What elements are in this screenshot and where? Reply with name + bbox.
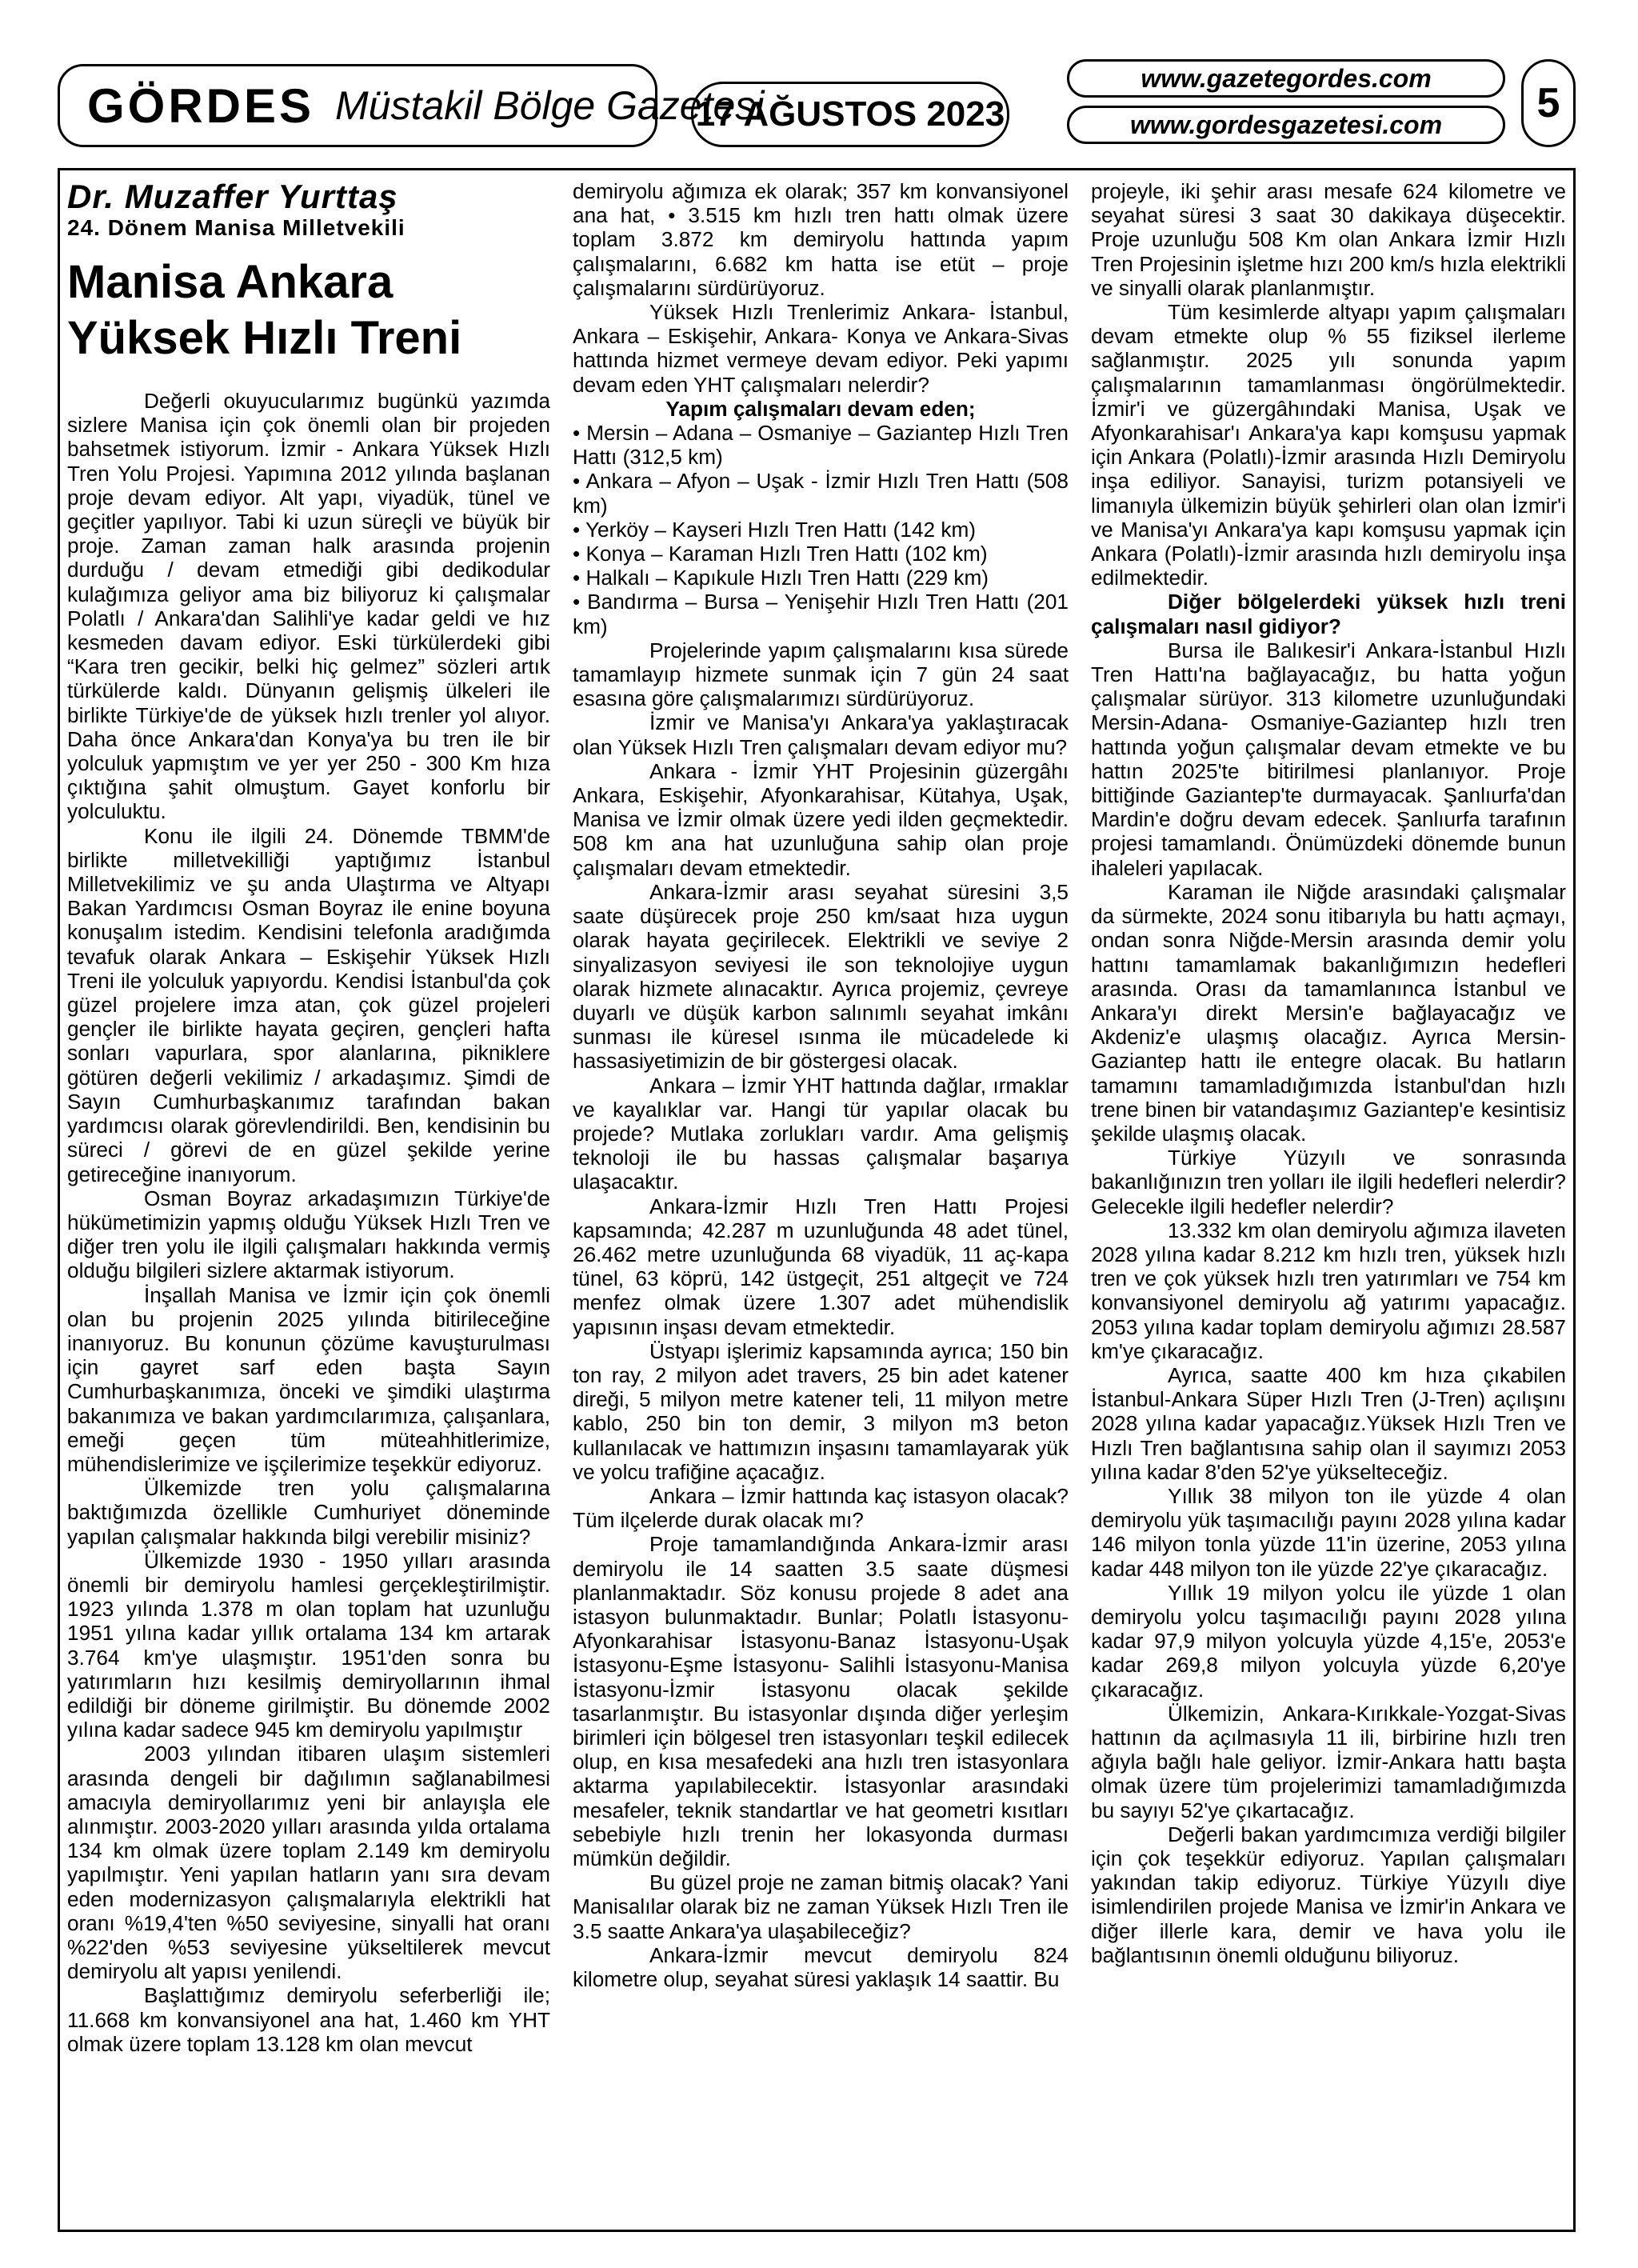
paragraph: Ülkemizin, Ankara-Kırıkkale-Yozgat-Sivas hattının da açılmasıyla 11 ili, birbirine hızlı tren ağıyla bağlı hale geliyor. İzmir-Ankara hattı başta olmak üzere tüm projelerimizi tamamladığımızda bu sayıyı 52'ye çıkartacağız. xyxy=(1091,1701,1566,1822)
paragraph: Osman Boyraz arkadaşımızın Türkiye'de hükümetimizin yapmış olduğu Yüksek Hızlı Tren ve diğer tren yolu ile ilgili çalışmaları hakkında vermiş olduğu bilgileri sizlere aktarmak istiyorum. xyxy=(67,1186,550,1283)
paragraph: Ankara – İzmir YHT hattında dağlar, ırmaklar ve kayalıklar var. Hangi tür yapılar olacak bu projede? Mutlaka zorlukları vardır. Ama gelişmiş teknoloji ile bu hassas çalışmalar başarıya ulaşacaktır. xyxy=(573,1073,1069,1194)
paragraph: projeyle, iki şehir arası mesafe 624 kilometre ve seyahat süresi 3 saat 30 dakikaya düşecektir. Proje uzunluğu 508 Km olan Ankara İzmir Hızlı Tren Projesinin işletme hızı 200 km/s hızla elektrikli ve sinyalli olarak planlanmıştır. xyxy=(1091,179,1566,300)
paragraph: demiryolu ağımıza ek olarak; 357 km konvansiyonel ana hat, • 3.515 km hızlı tren hattı olmak üzere toplam 3.872 km demiryolu hattında yapım çalışmalarını, 6.682 km hatta ise etüt – proje çalışmalarını sürdürüyoruz. xyxy=(573,179,1069,300)
paragraph: Ülkemizde 1930 - 1950 yılları arasında önemli bir demiryolu hamlesi gerçekleştirilmiştir. 1923 yılında 1.378 m olan toplam hat uzunluğu 1951 yılına kadar yıllık ortalama 134 km artarak 3.764 km'ye ulaşmıştır. 1951'den sonra bu yatırımların hızı kesilmiş demiryollarının ihmal edildiği bir döneme girilmiştir. Bu dönemde 2002 yılına kadar sadece 945 km demiryolu yapılmıştır xyxy=(67,1548,550,1742)
paragraph: İzmir ve Manisa'yı Ankara'ya yaklaştıracak olan Yüksek Hızlı Tren çalışmaları devam ediyor mu? xyxy=(573,710,1069,759)
article-column-1 xyxy=(67,179,550,2056)
article-column-2 xyxy=(573,179,1069,1991)
paragraph: Yüksek Hızlı Trenlerimiz Ankara- İstanbul, Ankara – Eskişehir, Ankara- Konya ve Ankara-Sivas hattında hizmet vermeye devam ediyor. Peki yapımı devam eden YHT çalışmaları nelerdir? xyxy=(573,300,1069,397)
paragraph: Ankara-İzmir mevcut demiryolu 824 kilometre olup, seyahat süresi yaklaşık 14 saattir. Bu xyxy=(573,1942,1069,1992)
author-title: 24. Dönem Manisa Milletvekili xyxy=(67,215,406,240)
paragraph: Değerli okuyucularımız bugünkü yazımda sizlere Manisa için çok önemli olan bir projeden bahsetmek istiyorum. İzmir - Ankara Yüksek Hızlı Tren Yolu Projesi. Yapımına 2012 yılında başlanan proje devam ediyor. Alt yapı, viyadük, tünel ve geçitler yapılıyor. Tabi ki uzun süreçli ve büyük bir proje. Zaman zaman halk arasında projenin durduğu / devam etmediği gibi dedikodular kulağımıza geliyor ama biz biliyoruz ki çalışmalar Polatlı / Ankara'dan Salihli'ye kadar geldi ve hız kesmeden davam ediyor. Eski türkülerdeki gibi “Kara tren gecikir, belki hiç gelmez” sözleri artık türkülerde kaldı. Dünyanın gelişmiş ülkeleri ile birlikte Türkiye'de de yüksek hızlı trenler yol alıyor. Daha önce Ankara'dan Konya'ya bu tren ile bir yolculuk yapmıştım ve yer yer 250 - 300 Km hıza çıktığına şahit olmuştum. Gayet konforlu bir yolculuktu. xyxy=(67,389,550,824)
website-link-2[interactable]: www.gordesgazetesi.com xyxy=(1067,106,1505,144)
masthead xyxy=(58,59,1576,147)
paragraph: Üstyapı işlerimiz kapsamında ayrıca; 150 bin ton ray, 2 milyon adet travers, 25 bin adet katener direği, 5 milyon metre katener teli, 11 milyon metre kablo, 250 bin ton demir, 3 milyon m3 beton kullanılacak ve hattımızın inşasını tamamlayarak yük ve yolcu trafiğine açacağız. xyxy=(573,1338,1069,1484)
paragraph: Ankara-İzmir Hızlı Tren Hattı Projesi kapsamında; 42.287 m uzunluğunda 48 adet tünel, 26.462 metre uzunluğunda 68 viyadük, 11 aç-kapa tünel, 63 köprü, 142 üstgeçit, 251 altgeçit ve 724 menfez olmak üzere 1.307 adet mühendislik yapısının inşası devam etmektedir. xyxy=(573,1194,1069,1339)
paragraph: • Ankara – Afyon – Uşak - İzmir Hızlı Tren Hattı (508 km) xyxy=(573,469,1069,518)
section-heading: Yapım çalışmaları devam eden; xyxy=(665,396,976,421)
column-1-body xyxy=(67,389,550,2056)
paragraph: Yıllık 19 milyon yolcu ile yüzde 1 olan demiryolu yolcu taşımacılığı payını 2028 yılına kadar 97,9 milyon yolcuyla yüzde 4,15'e, 2053'e kadar 269,8 milyon yolcuyla yüzde 6,20'ye çıkaracağız. xyxy=(1091,1580,1566,1702)
paragraph: Projelerinde yapım çalışmalarını kısa sürede tamamlayıp hizmete sunmak için 7 gün 24 saat esasına göre çalışmalarımızı sürdürüyoruz. xyxy=(573,638,1069,711)
paragraph: Ankara - İzmir YHT Projesinin güzergâhı Ankara, Eskişehir, Afyonkarahisar, Kütahya, Uşak, Manisa ve İzmir olmak üzere yedi ilden geçmektedir. 508 km ana hat uzunluğuna sahip olan proje çalışmaları devam etmektedir. xyxy=(573,758,1069,880)
article-headline xyxy=(67,254,550,366)
section-heading: Diğer bölgelerdeki yüksek hızlı treni çalışmaları nasıl gidiyor? xyxy=(1091,590,1566,638)
newspaper-name-box xyxy=(58,64,765,147)
column-2-body xyxy=(573,179,1069,1991)
paragraph: Başlattığımız demiryolu seferberliği ile; 11.668 km konvansiyonel ana hat, 1.460 km YHT olmak üzere toplam 13.128 km olan mevcut xyxy=(67,1983,550,2056)
paragraph: Ülkemizde tren yolu çalışmalarına baktığımızda özellikle Cumhuriyet döneminde yapılan çalışmalar hakkında bilgi verebilir misiniz? xyxy=(67,1476,550,1549)
article-column-3 xyxy=(1091,179,1566,1967)
column-3-body xyxy=(1091,179,1566,1967)
paragraph: Türkiye Yüzyılı ve sonrasında bakanlığınızın tren yolları ile ilgili hedefleri nelerdir? Gelecekle ilgili hedefler nelerdir? xyxy=(1091,1146,1566,1218)
author-name: Dr. Muzaffer Yurttaş xyxy=(67,178,398,215)
paragraph: Bu güzel proje ne zaman bitmiş olacak? Yani Manisalılar olarak biz ne zaman Yüksek Hızlı Tren ile 3.5 saatte Ankara'ya ulaşabileceğiz? xyxy=(573,1870,1069,1943)
paragraph: Yıllık 38 milyon ton ile yüzde 4 olan demiryolu yük taşımacılığı payını 2028 yılına kadar 146 milyon tonla yüzde 11'in üzerine, 2053 yılına kadar 448 milyon ton ile yüzde 22'ye çıkaracağız. xyxy=(1091,1483,1566,1581)
paragraph: Ayrıca, saatte 400 km hıza çıkabilen İstanbul-Ankara Süper Hızlı Tren (J-Tren) açılışını 2028 yılına kadar yapacağız.Yüksek Hızlı Tren ve Hızlı Tren bağlantısına sahip olan il sayımızı 2053 yılına kadar 8'den 52'ye yükselteceğiz. xyxy=(1091,1362,1566,1484)
paragraph: • Halkalı – Kapıkule Hızlı Tren Hattı (229 km) xyxy=(573,566,989,590)
paragraph: Tüm kesimlerde altyapı yapım çalışmaları devam etmekte olup % 55 fiziksel ilerleme sağlanmıştır. 2025 yılı sonunda yapım çalışmalarının tamamlanması öngörülmektedir. İzmir'i ve güzergâhındaki Manisa, Uşak ve Afyonkarahisar'ı Ankara'ya kapı komşusu yapmak için Ankara (Polatlı)-İzmir arasında Hızlı Demiryolu inşa ediliyor. Sanayisi, turizm potansiyeli ve limanıyla ülkemizin büyük şehirleri olan olan İzmir'i ve Manisa'yı Ankara'ya kapı komşusu yapmak için Ankara (Polatlı)-İzmir arasında hızlı demiryolu inşa edilmektedir. xyxy=(1091,300,1566,590)
page-number: 5 xyxy=(1521,59,1576,147)
paragraph: Karaman ile Niğde arasındaki çalışmalar da sürmekte, 2024 sonu itibarıyla bu hattı açmayı, ondan sonra Niğde-Mersin arasında demir yolu hattını tamamlamak bakanlığımızın hedefleri arasında. Orası da tamamlanınca İstanbul ve Ankara'yı direkt Mersin'e bağlayacağız ve Akdeniz'e ulaşmış olacağız. Ayrıca Mersin-Gaziantep hattı ile entegre olacak. Bu hatların tamamını tamamladığımızda İstanbul'dan hızlı trene binen bir vatandaşımız Gaziantep'e kesintisiz şekilde ulaşmış olacak. xyxy=(1091,879,1566,1146)
paragraph: Konu ile ilgili 24. Dönemde TBMM'de birlikte milletvekilliği yaptığımız İstanbul Milletvekilimiz ve şu anda Ulaştırma ve Altyapı Bakan Yardımcısı Osman Boyraz ile enine boyuna konuşalım istedim. Kendisini telefonla aradığımda tevafuk olarak Ankara – Eskişehir Yüksek Hızlı Treni ile yolculuk yapıyordu. Kendisi İstanbul'da çok güzel projelere imza atan, çok güzel projeleri gençler ile birlikte hayata geçiren, gençleri hafta sonları vapurlara, spor alanlarına, pikniklere götüren değerli vekilimiz / arkadaşımız. Şimdi de Sayın Cumhurbaşkanımız tarafından bakan yardımcısı olarak görevlendirildi. Ben, kendisinin bu süreci / görevi de en güzel şekilde yerine getireceğine inanıyorum. xyxy=(67,823,550,1186)
paragraph: • Konya – Karaman Hızlı Tren Hattı (102 km) xyxy=(573,542,988,566)
headline-line-2: Yüksek Hızlı Treni xyxy=(67,312,462,364)
newspaper-name: GÖRDES xyxy=(87,78,315,133)
issue-date: 17 AĞUSTOS 2023 xyxy=(691,82,1009,147)
website-link-1[interactable]: www.gazetegordes.com xyxy=(1067,59,1505,98)
paragraph: Değerli bakan yardımcımıza verdiği bilgiler için çok teşekkür ediyoruz. Yapılan çalışmaları yakından takip ediyoruz. Türkiye Yüzyılı diye isimlendirilen projede Manisa ve İzmir'in Ankara ve diğer illerle kara, demir ve hava yolu ile bağlantısının önemli olduğunu biliyoruz. xyxy=(1091,1822,1566,1967)
paragraph: İnşallah Manisa ve İzmir için çok önemli olan bu projenin 2025 yılında bitirileceğine inanıyoruz. Bu konunun çözüme kavuşturulması için gayret sarf eden başta Sayın Cumhurbaşkanımıza, önceki ve şimdiki ulaştırma bakanımıza ve bakan yardımcılarımıza, çalışanlara, emeği geçen tüm müteahhitlerimize, mühendislerimize ve işçilerimize teşekkür ediyoruz. xyxy=(67,1282,550,1476)
paragraph: Proje tamamlandığında Ankara-İzmir arası demiryolu ile 14 saatten 3.5 saate düşmesi planlanmaktadır. Söz konusu projede 8 adet ana istasyon bulunmaktadır. Bunlar; Polatlı İstasyonu-Afyonkarahisar İstasyonu-Banaz İstasyonu-Uşak İstasyonu-Eşme İstasyonu- Salihli İstasyonu-Manisa İstasyonu-İzmir İstasyonu olacak şekilde tasarlanmıştır. Bu istasyonlar dışında diğer yerleşim birimleri için bölgesel tren istasyonları teşkil edilecek olup, en kısa mesafedeki ana hızlı tren istasyonlara aktarma yapılabilecektir. İstasyonlar arasındaki mesafeler, teknik standartlar ve hat geometri kısıtları sebebiyle hızlı trenin her lokasyonda durması mümkün değildir. xyxy=(573,1532,1069,1871)
headline-line-1: Manisa Ankara xyxy=(67,256,394,308)
paragraph: • Yerköy – Kayseri Hızlı Tren Hattı (142 km) xyxy=(573,517,977,542)
paragraph: Ankara – İzmir hattında kaç istasyon olacak? Tüm ilçelerde durak olacak mı? xyxy=(573,1483,1069,1533)
paragraph: 13.332 km olan demiryolu ağımıza ilaveten 2028 yılına kadar 8.212 km hızlı tren, yüksek hızlı tren ve çok yüksek hızlı tren yatırımları ve 754 km konvansiyonel demiryolu ağ yatırımı yapacağız. 2053 yılına kadar toplam demiryolu ağımızı 28.587 km'ye çıkaracağız. xyxy=(1091,1218,1566,1363)
paragraph: 2003 yılından itibaren ulaşım sistemleri arasında dengeli bir dağılımın sağlanabilmesi amacıyla demiryollarımız yeni bir anlayışla ele alınmıştır. 2003-2020 yılları arasında yılda ortalama 134 km olmak üzere toplam 2.149 km demiryolu yapılmıştır. Yeni yapılan hatların yanı sıra devam eden modernizasyon çalışmalarıyla elektrikli hat oranı %19,4'ten %50 seviyesine, sinyalli hat oranı %22'den %53 seviyesine yükseltilerek mevcut demiryolu alt yapısı yenilendi. xyxy=(67,1742,550,1984)
newspaper-subtitle: Müstakil Bölge Gazetesi xyxy=(335,83,765,128)
paragraph: • Mersin – Adana – Osmaniye – Gaziantep Hızlı Tren Hattı (312,5 km) xyxy=(573,421,1069,470)
paragraph: Ankara-İzmir arası seyahat süresini 3,5 saate düşürecek proje 250 km/saat hıza uygun olarak hayata geçirilecek. Elektrikli ve seviye 2 sinyalizasyon seviyesi ile son teknolojiye uygun olarak hizmete alınacaktır. Ayrıca projemiz, çevreye duyarlı ve düşük karbon salınımlı seyahat imkânı sunması ile küresel ısınma ile mücadelede ki hassasiyetimizin de bir göstergesi olacak. xyxy=(573,879,1069,1074)
paragraph: • Bandırma – Bursa – Yenişehir Hızlı Tren Hattı (201 km) xyxy=(573,590,1069,638)
paragraph: Bursa ile Balıkesir'i Ankara-İstanbul Hızlı Tren Hattı'na bağlayacağız, bu hatta yoğun çalışmalar sürüyor. 313 kilometre uzunluğundaki Mersin-Adana- Osmaniye-Gaziantep hızlı tren hattında yoğun çalışmalar devam etmekte ve bu hattın 2025'te bitirilmesi planlanıyor. Proje bittiğinde Gaziantep'te durmayacak. Şanlıurfa'dan Mardin'e doğru devam edecek. Şanlıurfa tarafının projesi tamamlandı. Önümüzdeki dönemde bunun ihaleleri yapılacak. xyxy=(1091,638,1566,880)
